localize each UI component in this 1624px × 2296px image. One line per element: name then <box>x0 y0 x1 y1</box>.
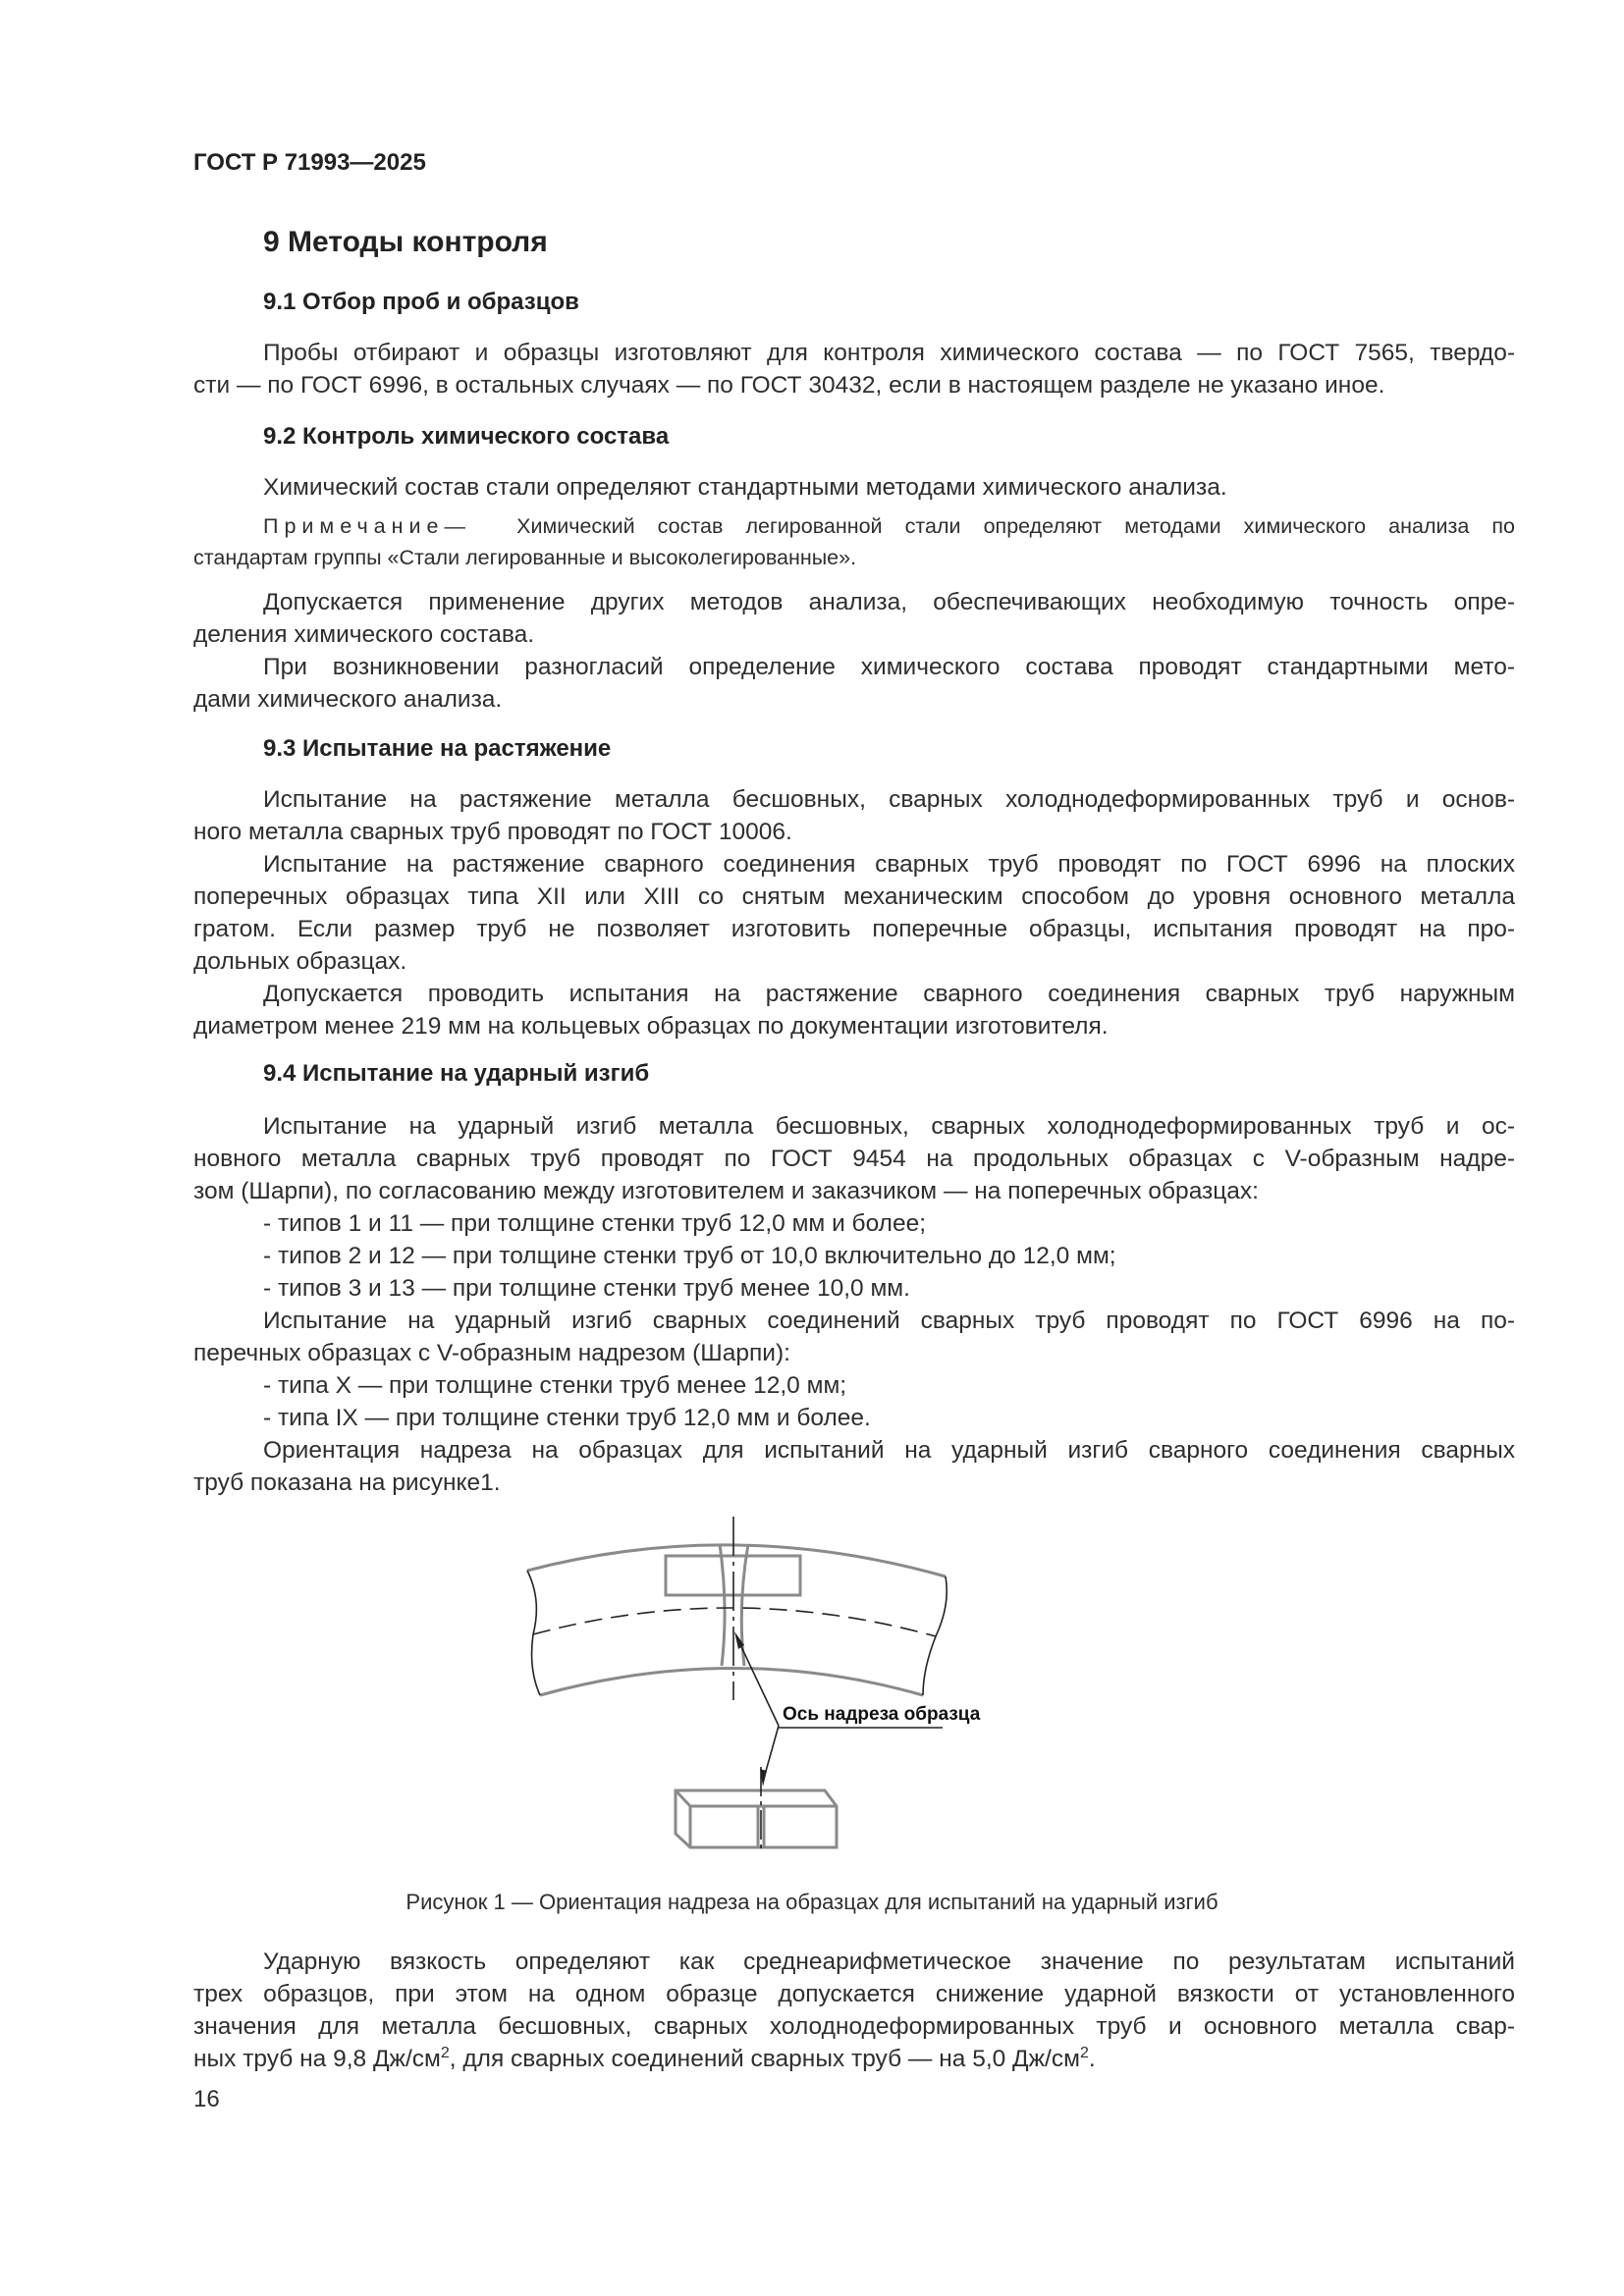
note-label: Примечание— <box>263 514 471 538</box>
pipe-center-dashed-arc <box>533 1608 936 1636</box>
text-line: труб показана на рисунке1. <box>193 1469 501 1496</box>
text-line: Испытание на растяжение металла бесшовных, сварных холоднодеформированных труб и основ- <box>263 786 1515 813</box>
text-line: поперечных образцах типа XII или XIII со снятым механическим способом до уровня основного металла <box>193 883 1515 910</box>
text-line: зом (Шарпи), по согласованию между изготовителем и заказчиком — на поперечных образцах: <box>193 1178 1259 1204</box>
text-line: диаметром менее 219 мм на кольцевых образцах по документации изготовителя. <box>193 1013 1109 1040</box>
page-number: 16 <box>193 2086 220 2112</box>
text-line: Допускается проводить испытания на растяжение сварного соединения сварных труб наружным <box>263 981 1515 1007</box>
text-line: ных труб на 9,8 $Дж/см^2$, для сварных соединений сварных труб — на 5,0 $Дж/см^2$. <box>193 2044 1096 2072</box>
text-line: Испытание на растяжение сварного соединения сварных труб проводят по ГОСТ 6996 на плоских <box>263 851 1515 878</box>
text-line: При возникновении разногласий определение химического состава проводят стандартными мето- <box>263 654 1515 680</box>
text-line: перечных образцах с V-образным надрезом (Шарпи): <box>193 1340 790 1366</box>
document-header: ГОСТ Р 71993—2025 <box>193 149 426 176</box>
text-line: гратом. Если размер труб не позволяет изготовить поперечные образцы, испытания проводят на про- <box>193 916 1515 942</box>
text-line: - типа IX — при толщине стенки труб 12,0 мм и более. <box>263 1405 871 1431</box>
text-line: новного металла сварных труб проводят по ГОСТ 9454 на продольных образцах с V-образным надре- <box>193 1146 1515 1172</box>
note-line: Примечание— Химический состав легированной стали определяют методами химического анализа по <box>263 514 1515 538</box>
subsection-heading-9-3: 9.3 Испытание на растяжение <box>263 735 612 762</box>
specimen-block <box>676 1790 837 1847</box>
note-line: стандартам группы «Стали легированные и высоколегированные». <box>193 546 857 569</box>
text-line: Допускается применение других методов анализа, обеспечивающих необходимую точность опре- <box>263 589 1515 615</box>
subsection-heading-9-1: 9.1 Отбор проб и образцов <box>263 289 579 315</box>
pipe-outer-arc <box>527 1545 946 1576</box>
text-line: трех образцов, при этом на одном образце допускается снижение ударной вязкости от установленного <box>193 1981 1515 2007</box>
text-line: дольных образцах. <box>193 948 407 975</box>
text-line: сти — по ГОСТ 6996, в остальных случаях — по ГОСТ 30432, если в настоящем разделе не указано иное. <box>193 372 1385 399</box>
text-line: - типов 3 и 13 — при толщине стенки труб менее 10,0 мм. <box>263 1275 910 1302</box>
text-line: значения для металла бесшовных, сварных холоднодеформированных труб и основного металла свар- <box>193 2013 1515 2040</box>
text-line: Пробы отбирают и образцы изготовляют для контроля химического состава — по ГОСТ 7565, твердо- <box>263 340 1515 366</box>
text-line: Химический состав стали определяют стандартными методами химического анализа. <box>263 474 1227 501</box>
figure-caption: Рисунок 1 — Ориентация надреза на образцах для испытаний на ударный изгиб <box>406 1890 1218 1914</box>
superscript: 2 <box>1079 2044 1089 2061</box>
leader-line-top <box>736 1636 779 1726</box>
figure-label: Ось надреза образца <box>783 1704 981 1725</box>
text-line: Ударную вязкость определяют как среднеарифметическое значение по результатам испытаний <box>263 1949 1515 1975</box>
text-line: - типов 2 и 12 — при толщине стенки труб от 10,0 включительно до 12,0 мм; <box>263 1243 1116 1269</box>
text-line: Испытание на ударный изгиб металла бесшовных, сварных холоднодеформированных труб и ос- <box>263 1113 1515 1140</box>
paragraph-impact-toughness <box>193 1946 1515 2075</box>
text-line: Ориентация надреза на образцах для испытаний на ударный изгиб сварного соединения сварных <box>263 1437 1515 1464</box>
text-line: деления химического состава. <box>193 621 535 648</box>
subsection-heading-9-2: 9.2 Контроль химического состава <box>263 423 670 450</box>
text-line: дами химического анализа. <box>193 686 503 713</box>
weld-line-left <box>720 1544 725 1666</box>
text-line: - типа X — при толщине стенки труб менее 12,0 мм; <box>263 1372 847 1399</box>
section-heading: 9 Методы контроля <box>263 226 548 258</box>
text-line: ного металла сварных труб проводят по ГОСТ 10006. <box>193 819 792 845</box>
text-line: - типов 1 и 11 — при толщине стенки труб 12,0 мм и более; <box>263 1210 927 1237</box>
pipe-inner-arc <box>540 1669 923 1696</box>
text-line: Испытание на ударный изгиб сварных соединений сварных труб проводят по ГОСТ 6996 на по- <box>263 1308 1515 1334</box>
subsection-heading-9-4: 9.4 Испытание на ударный изгиб <box>263 1060 650 1087</box>
superscript: 2 <box>440 2044 450 2061</box>
weld-line-right <box>741 1544 748 1666</box>
